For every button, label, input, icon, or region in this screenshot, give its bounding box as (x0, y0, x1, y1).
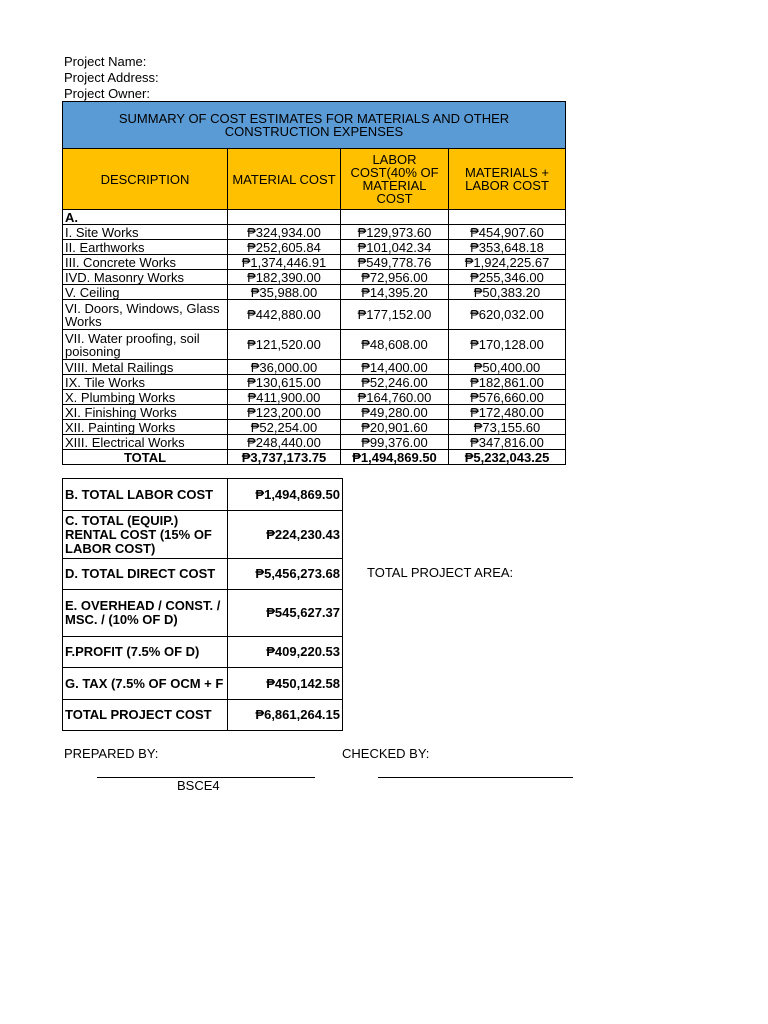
project-address-label: Project Address: (64, 70, 159, 85)
summary-row (63, 511, 343, 559)
summary-row (63, 637, 343, 668)
summary-row (63, 590, 343, 637)
summary-value: ₱6,861,264.15 (228, 700, 343, 731)
table-row (63, 285, 566, 300)
row-total-cost: ₱1,924,225.67 (449, 255, 566, 270)
row-description: II. Earthworks (63, 240, 228, 255)
table-row (63, 435, 566, 450)
column-header-description: DESCRIPTION (63, 149, 228, 210)
row-material-cost: ₱130,615.00 (228, 375, 341, 390)
row-total-cost: ₱454,907.60 (449, 225, 566, 240)
table-row (63, 405, 566, 420)
table-row (63, 225, 566, 240)
row-material-cost: ₱1,374,446.91 (228, 255, 341, 270)
total-combined-cost: ₱5,232,043.25 (449, 450, 566, 465)
row-total-cost: ₱182,861.00 (449, 375, 566, 390)
summary-label: G. TAX (7.5% OF OCM + F (63, 668, 228, 700)
empty-cell (341, 210, 449, 225)
row-total-cost: ₱50,383.20 (449, 285, 566, 300)
summary-row (63, 479, 343, 511)
table-row (63, 375, 566, 390)
row-material-cost: ₱121,520.00 (228, 330, 341, 360)
row-total-cost: ₱255,346.00 (449, 270, 566, 285)
total-material-cost: ₱3,737,173.75 (228, 450, 341, 465)
row-description: III. Concrete Works (63, 255, 228, 270)
summary-value: ₱5,456,273.68 (228, 559, 343, 590)
summary-label: F.PROFIT (7.5% OF D) (63, 637, 228, 668)
summary-label: E. OVERHEAD / CONST. / MSC. / (10% OF D) (63, 590, 228, 637)
row-description: VII. Water proofing, soil poisoning (63, 330, 228, 360)
table-row (63, 240, 566, 255)
row-labor-cost: ₱549,778.76 (341, 255, 449, 270)
cost-estimate-table (62, 101, 566, 465)
preparer-name: BSCE4 (177, 778, 220, 793)
project-info (64, 54, 159, 102)
row-material-cost: ₱248,440.00 (228, 435, 341, 450)
column-header-material-cost: MATERIAL COST (228, 149, 341, 210)
summary-value: ₱409,220.53 (228, 637, 343, 668)
row-description: XI. Finishing Works (63, 405, 228, 420)
total-labor-cost: ₱1,494,869.50 (341, 450, 449, 465)
table-row (63, 255, 566, 270)
row-description: VI. Doors, Windows, Glass Works (63, 300, 228, 330)
row-total-cost: ₱73,155.60 (449, 420, 566, 435)
row-description: X. Plumbing Works (63, 390, 228, 405)
table-row (63, 330, 566, 360)
row-labor-cost: ₱48,608.00 (341, 330, 449, 360)
row-description: XII. Painting Works (63, 420, 228, 435)
checked-by-signature-line (378, 777, 573, 778)
row-material-cost: ₱324,934.00 (228, 225, 341, 240)
row-labor-cost: ₱129,973.60 (341, 225, 449, 240)
summary-row (63, 559, 343, 590)
summary-value: ₱224,230.43 (228, 511, 343, 559)
row-labor-cost: ₱99,376.00 (341, 435, 449, 450)
summary-value: ₱450,142.58 (228, 668, 343, 700)
table-row (63, 360, 566, 375)
summary-label: D. TOTAL DIRECT COST (63, 559, 228, 590)
row-labor-cost: ₱101,042.34 (341, 240, 449, 255)
table-row (63, 300, 566, 330)
row-description: IVD. Masonry Works (63, 270, 228, 285)
project-name-label: Project Name: (64, 54, 147, 69)
project-owner-label: Project Owner: (64, 86, 150, 101)
summary-row (63, 668, 343, 700)
row-total-cost: ₱576,660.00 (449, 390, 566, 405)
row-total-cost: ₱347,816.00 (449, 435, 566, 450)
section-label: A. (63, 210, 228, 225)
column-header-materials-labor-cost: MATERIALS + LABOR COST (449, 149, 566, 210)
row-description: V. Ceiling (63, 285, 228, 300)
total-label: TOTAL (63, 450, 228, 465)
row-material-cost: ₱411,900.00 (228, 390, 341, 405)
row-labor-cost: ₱14,400.00 (341, 360, 449, 375)
row-total-cost: ₱50,400.00 (449, 360, 566, 375)
row-total-cost: ₱353,648.18 (449, 240, 566, 255)
row-total-cost: ₱620,032.00 (449, 300, 566, 330)
row-material-cost: ₱442,880.00 (228, 300, 341, 330)
row-labor-cost: ₱177,152.00 (341, 300, 449, 330)
row-material-cost: ₱35,988.00 (228, 285, 341, 300)
summary-value: ₱545,627.37 (228, 590, 343, 637)
row-description: VIII. Metal Railings (63, 360, 228, 375)
summary-row (63, 700, 343, 731)
row-labor-cost: ₱14,395.20 (341, 285, 449, 300)
empty-cell (449, 210, 566, 225)
row-material-cost: ₱36,000.00 (228, 360, 341, 375)
table-row (63, 390, 566, 405)
summary-label: C. TOTAL (EQUIP.) RENTAL COST (15% OF LABOR COST) (63, 511, 228, 559)
summary-table (62, 478, 343, 731)
table-row (63, 270, 566, 285)
row-labor-cost: ₱49,280.00 (341, 405, 449, 420)
table-title: SUMMARY OF COST ESTIMATES FOR MATERIALS AND OTHER CONSTRUCTION EXPENSES (63, 102, 566, 149)
total-row (63, 450, 566, 465)
row-material-cost: ₱182,390.00 (228, 270, 341, 285)
prepared-by-label: PREPARED BY: (64, 746, 159, 761)
row-labor-cost: ₱52,246.00 (341, 375, 449, 390)
row-labor-cost: ₱164,760.00 (341, 390, 449, 405)
row-material-cost: ₱52,254.00 (228, 420, 341, 435)
empty-cell (228, 210, 341, 225)
row-total-cost: ₱170,128.00 (449, 330, 566, 360)
row-description: I. Site Works (63, 225, 228, 240)
total-project-area-label: TOTAL PROJECT AREA: (367, 565, 514, 580)
checked-by-label: CHECKED BY: (342, 746, 430, 761)
summary-label: TOTAL PROJECT COST (63, 700, 228, 731)
summary-value: ₱1,494,869.50 (228, 479, 343, 511)
row-description: IX. Tile Works (63, 375, 228, 390)
row-material-cost: ₱123,200.00 (228, 405, 341, 420)
table-row (63, 420, 566, 435)
row-material-cost: ₱252,605.84 (228, 240, 341, 255)
row-labor-cost: ₱72,956.00 (341, 270, 449, 285)
summary-label: B. TOTAL LABOR COST (63, 479, 228, 511)
row-description: XIII. Electrical Works (63, 435, 228, 450)
column-header-labor-cost: LABOR COST(40% OF MATERIAL COST (341, 149, 449, 210)
row-labor-cost: ₱20,901.60 (341, 420, 449, 435)
row-total-cost: ₱172,480.00 (449, 405, 566, 420)
